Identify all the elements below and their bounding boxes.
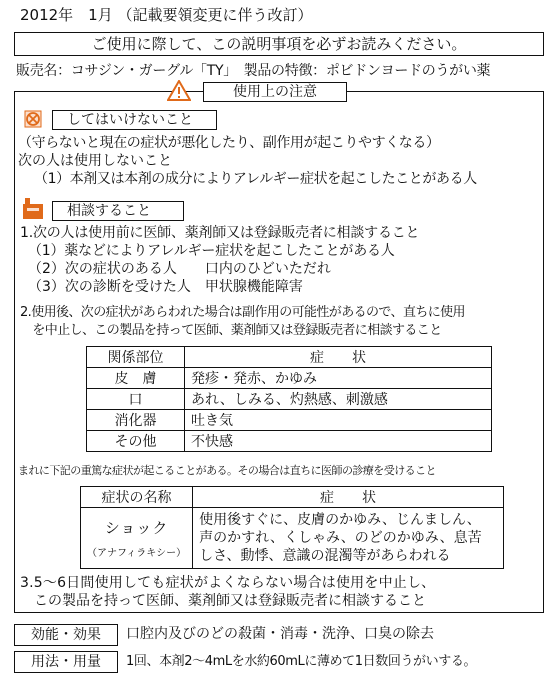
product-line: 販売名：コサジン・ガーグル「TY」 製品の特徴：ポビドンヨードのうがい薬 — [16, 63, 491, 79]
consult-sub-1: （1）薬などによりアレルギー症状を起こしたことがある人 — [28, 243, 395, 259]
consult-sub-3: （3）次の診断を受けた人 甲状腺機能障害 — [28, 279, 303, 295]
dont-heading: してはいけないこと — [67, 112, 193, 128]
consult-item-2-line-1: 2.使用後、次の症状があらわれた場合は副作用の可能性があるので、直ちに使用 — [20, 305, 465, 320]
table-cell-symptom: 発疹・発赤、かゆみ — [185, 368, 492, 389]
table-row — [87, 410, 492, 431]
table-cell-symptom: 吐き気 — [185, 410, 492, 431]
rare-severe-note: まれに下記の重篤な症状が起こることがある。その場合は直ちに医師の診療を受けること — [18, 464, 436, 477]
table-row — [87, 389, 492, 410]
dosage-label: 用法・用量 — [31, 654, 101, 670]
shock-name: ショック — [104, 519, 169, 537]
consult-heading: 相談すること — [67, 203, 151, 219]
consult-sub-2: （2）次の症状のある人 口内のひどいただれ — [28, 261, 331, 277]
side-effects-table — [86, 346, 492, 452]
dont-note: （守らないと現在の症状が悪化したり、副作用が起こりやすくなる） — [18, 135, 440, 151]
revision-date: 2012年 1月 （記載要領変更に伴う改訂） — [20, 6, 313, 24]
consult-item-3-line-2: この製品を持って医師、薬剤師又は登録販売者に相談すること — [20, 593, 426, 609]
symptom-line: 使用後すぐに、皮膚のかゆみ、じんましん、 — [199, 512, 481, 528]
table-header-row — [81, 487, 504, 508]
efficacy-label-box — [14, 624, 118, 646]
table-cell-part: 消化器 — [87, 410, 185, 431]
consult-heading-box — [52, 201, 184, 221]
table-header-cell: 症状の名称 — [81, 487, 193, 508]
dosage-text: 1回、本剤2～4mLを水約60mLに薄めて1日数回うがいする。 — [126, 654, 477, 669]
table-row — [81, 508, 504, 569]
dont-item-1: （1）本剤又は本剤の成分によりアレルギー症状を起こしたことがある人 — [34, 171, 477, 187]
dosage-label-box — [14, 651, 118, 673]
warning-triangle-icon — [167, 80, 191, 101]
prohibited-icon — [24, 110, 42, 128]
table-cell-part: 皮 膚 — [87, 368, 185, 389]
severe-effects-table — [80, 486, 504, 569]
symptom-line: 声のかすれ、くしゃみ、のどのかゆみ、息苦 — [199, 530, 482, 546]
table-cell-part: その他 — [87, 431, 185, 452]
efficacy-label: 効能・効果 — [31, 627, 101, 643]
consult-item-1: 1.次の人は使用前に医師、薬剤師又は登録販売者に相談すること — [20, 225, 420, 241]
consult-icon — [22, 196, 44, 220]
table-header-cell: 関係部位 — [87, 347, 185, 368]
symptom-line: しさ、動悸、意識の混濁等があらわれる — [199, 548, 451, 564]
table-row — [87, 431, 492, 452]
dont-intro: 次の人は使用しないこと — [18, 153, 172, 169]
table-cell-symptom: 不快感 — [185, 431, 492, 452]
table-header-cell: 症 状 — [185, 347, 492, 368]
notice-text: ご使用に際して、この説明事項を必ずお読みください。 — [91, 35, 467, 53]
dont-heading-box — [52, 110, 217, 130]
table-header-row — [87, 347, 492, 368]
consult-item-3-line-1: 3.5～6日間使用しても症状がよくならない場合は使用を中止し、 — [20, 575, 436, 591]
shock-name-sub: （アナフィラキシー） — [87, 548, 187, 559]
table-cell-symptom: あれ、しみる、灼熱感、刺激感 — [185, 389, 492, 410]
table-cell-part: 口 — [87, 389, 185, 410]
table-header-cell: 症 状 — [193, 487, 504, 508]
consult-item-2-line-2: を中止し、この製品を持って医師、薬剤師又は登録販売者に相談すること — [20, 323, 442, 338]
table-row — [87, 368, 492, 389]
caution-title-box — [203, 82, 347, 102]
table-cell-symptom — [193, 508, 504, 569]
caution-title: 使用上の注意 — [233, 84, 317, 100]
table-cell-name — [81, 508, 193, 569]
efficacy-text: 口腔内及びのどの殺菌・消毒・洗浄、口臭の除去 — [126, 626, 434, 642]
notice-box — [14, 32, 544, 56]
